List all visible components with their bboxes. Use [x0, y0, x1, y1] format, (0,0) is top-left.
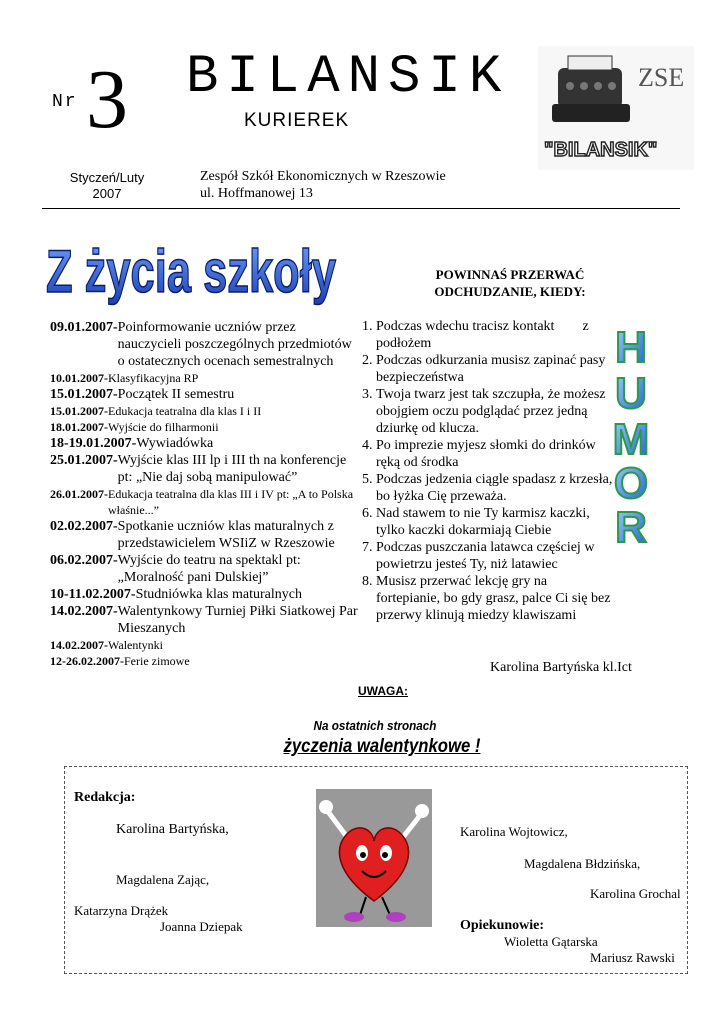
guardian-name: Wioletta Gątarska — [504, 934, 598, 949]
event-date: 14.02.2007- — [50, 638, 108, 652]
event-date: 26.01.2007- — [50, 487, 108, 501]
event-text: Walentynkowy Turniej Piłki Siatkowej Par Mieszanych — [117, 604, 358, 636]
event-text: Edukacja teatralna dla klas I i II — [108, 404, 262, 418]
event-item — [50, 370, 360, 386]
event-date: 12-26.02.2007- — [50, 654, 124, 668]
event-date: 10.01.2007- — [50, 371, 108, 385]
heart-icon — [316, 789, 432, 927]
event-date: 25.01.2007- — [50, 453, 118, 468]
editor-name: Joanna Dziepak — [160, 919, 243, 934]
guardians-heading: Opiekunowie: — [460, 918, 545, 933]
section-title-art — [42, 222, 342, 313]
event-item — [50, 637, 360, 653]
editorial-heading: Redakcja: — [74, 790, 136, 805]
event-item — [50, 486, 360, 518]
issue-number: 3 — [86, 53, 128, 146]
list-item-text: Po imprezie myjesz słomki do drinków ręką od środka — [376, 438, 596, 470]
event-date: 18.01.2007- — [50, 420, 108, 434]
event-item — [50, 552, 360, 586]
list-item-number: 7. — [362, 540, 373, 555]
event-text: Spotkanie uczniów klas maturalnych z przedstawicielem WSIiZ w Rzeszowie — [117, 519, 335, 551]
list-item-number: 8. — [362, 574, 373, 589]
logo-text-zse: ZSE — [638, 63, 685, 92]
event-text: Wyjście klas III lp i III th na konferencje pt: „Nie daj sobą manipulować” — [117, 453, 347, 485]
list-item-text: Podczas wdechu tracisz kontakt z podłożem — [376, 319, 589, 351]
event-date: 09.01.2007- — [50, 320, 118, 335]
humor-heading-line2: ODCHUDZANIE, KIEDY: — [434, 284, 586, 299]
event-item — [50, 603, 360, 637]
list-item — [362, 471, 614, 505]
event-date: 15.01.2007- — [50, 404, 108, 418]
event-item — [50, 518, 360, 552]
event-item — [50, 586, 360, 603]
event-text: Ferie zimowe — [124, 654, 190, 668]
notice-label: UWAGA: — [358, 684, 408, 698]
editor-name: Karolina Bartyńska, — [116, 822, 229, 837]
event-item — [50, 435, 360, 452]
editor-name: Katarzyna Drążek — [74, 903, 169, 918]
list-item — [362, 505, 614, 539]
editor-name: Karolina Grochal — [590, 886, 681, 901]
humor-heading-line1: POWINNAŚ PRZERWAĆ — [435, 267, 585, 282]
header-divider — [42, 208, 680, 209]
editor-name: Karolina Wojtowicz, — [460, 824, 568, 839]
event-text: Wyjście do teatru na spektakl pt: „Moralność pani Dulskiej” — [117, 553, 301, 585]
event-text: Edukacja teatralna dla klas III i IV pt: „A to Polska właśnie...” — [108, 487, 354, 517]
heart-clipart — [316, 789, 432, 927]
issue-month: Styczeń/Luty — [69, 170, 145, 185]
list-item — [362, 437, 614, 471]
list-item-number: 6. — [362, 506, 373, 521]
school-address — [200, 168, 446, 202]
list-item — [362, 352, 614, 386]
list-item-text: Nad stawem to nie Ty karmisz kaczki, tylko kaczki dokarmiają Ciebie — [376, 506, 590, 538]
section-title: Z życia szkoły — [46, 238, 337, 305]
list-item-number: 3. — [362, 387, 373, 402]
list-item-text: Musisz przerwać lekcję gry na fortepianie, bo gdy grasz, palce Ci się bez przerwy klinują miedzy klawiszami — [376, 574, 611, 623]
event-item — [50, 452, 360, 486]
humor-letter: M — [612, 415, 650, 464]
newspaper-subtitle: KURIEREK — [244, 110, 350, 131]
typewriter-logo-graphic — [538, 46, 694, 170]
list-item — [362, 539, 614, 573]
newspaper-title: BILANSIK — [186, 47, 510, 108]
list-item-text: Podczas puszczania latawca częściej w powietrzu jesteś Ty, niż latawiec — [376, 540, 595, 572]
school-name: Zespół Szkół Ekonomicznych w Rzeszowie — [200, 169, 446, 184]
notice-line2: życzenia walentynkowe ! — [283, 736, 481, 757]
humor-letter: R — [615, 503, 647, 552]
list-item-text: Twoja twarz jest tak szczupła, że możesz obojgiem oczu podglądać przez jedną dziurkę od klucza. — [376, 387, 606, 436]
humor-letter: H — [615, 323, 647, 372]
issue-year: 2007 — [92, 186, 122, 201]
humor-letter: O — [613, 459, 649, 508]
list-item-text: Podczas odkurzania musisz zapinać pasy bezpieczeństwa — [376, 353, 606, 385]
event-text: Początek II semestru — [117, 387, 235, 402]
guardian-name: Mariusz Rawski — [590, 950, 675, 965]
events-list — [50, 319, 360, 669]
notice-line1: Na ostatnich stronach — [313, 718, 437, 733]
issue-date — [52, 170, 162, 202]
list-item-number: 5. — [362, 472, 373, 487]
list-item-text: Podczas jedzenia ciągle spadasz z krzesła, bo łyżka Cię przeważa. — [376, 472, 613, 504]
event-text: Walentynki — [108, 638, 164, 652]
event-item — [50, 319, 360, 370]
list-item — [362, 318, 614, 352]
event-date: 06.02.2007- — [50, 553, 118, 568]
event-item — [50, 419, 360, 435]
list-item-number: 2. — [362, 353, 373, 368]
event-text: Klasyfikacyjna RP — [108, 371, 199, 385]
humor-word-art-svg — [596, 318, 666, 552]
issue-label: Nr — [52, 92, 78, 112]
list-item — [362, 386, 614, 437]
list-item — [362, 573, 614, 624]
event-text: Wyjście do filharmonii — [108, 420, 219, 434]
typewriter-logo — [538, 46, 694, 170]
humor-letter: U — [615, 369, 647, 418]
event-date: 02.02.2007- — [50, 519, 118, 534]
event-date: 14.02.2007- — [50, 604, 118, 619]
humor-author: Karolina Bartyńska kl.Ict — [490, 660, 632, 675]
list-item-number: 4. — [362, 438, 373, 453]
event-text: Wywiadówka — [136, 436, 214, 451]
logo-text-bilansik: "BILANSIK" — [544, 139, 658, 161]
list-item-number: 1. — [362, 319, 373, 334]
event-item — [50, 403, 360, 419]
section-title-svg — [42, 222, 342, 308]
humor-word-art — [596, 318, 666, 552]
school-street: ul. Hoffmanowej 13 — [200, 186, 313, 201]
event-date: 18-19.01.2007- — [50, 436, 137, 451]
event-text: Poinformowanie uczniów przez nauczycieli poszczególnych przedmiotów o ostatecznych ocenach semestralnych — [117, 320, 352, 369]
humor-heading — [398, 266, 622, 300]
editor-name: Magdalena Błdzińska, — [524, 856, 641, 871]
event-item — [50, 386, 360, 403]
humor-list — [362, 318, 614, 624]
event-item — [50, 653, 360, 669]
editor-name: Magdalena Zając, — [116, 872, 210, 887]
event-date: 15.01.2007- — [50, 387, 118, 402]
event-date: 10-11.02.2007- — [50, 587, 136, 602]
event-text: Studniówka klas maturalnych — [135, 587, 302, 602]
